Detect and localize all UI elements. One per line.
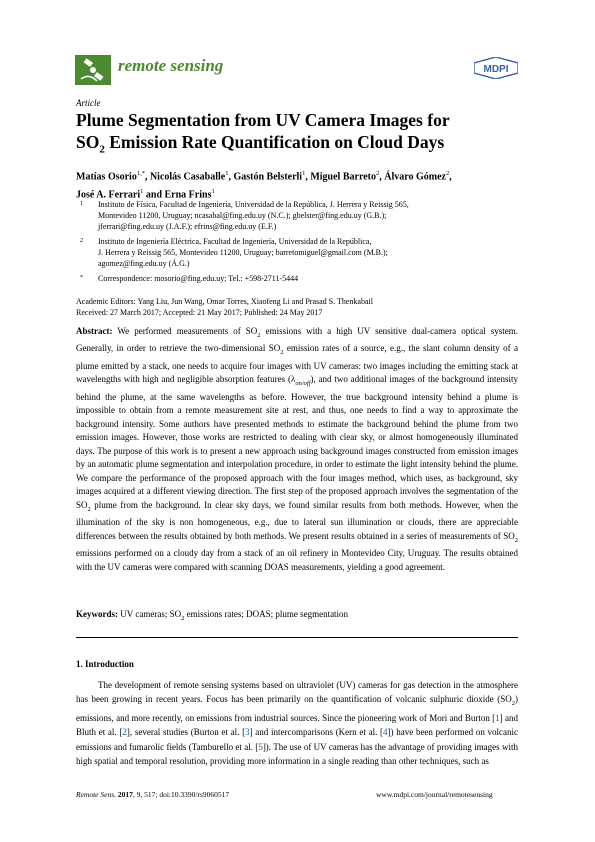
intro-text: ) emissions, and more recently, on emissions from industrial sources. Since the pioneering work of Mori and Burton [ — [76, 694, 518, 724]
affiliation-line: Instituto de Ingeniería Eléctrica, Facultad de Ingeniería, Universidad de la República, — [98, 237, 372, 246]
publication-dates: Received: 27 March 2017; Accepted: 21 May 2017; Published: 24 May 2017 — [76, 308, 323, 317]
satellite-icon — [75, 55, 111, 85]
introduction-paragraph — [76, 678, 518, 768]
correspondence — [76, 273, 526, 285]
abstract-text: We performed measurements of SO — [112, 326, 258, 336]
affiliation-2 — [76, 236, 526, 270]
affiliation-line: J. Herrera y Reissig 565, Montevideo 11200, Uruguay; barretomiguel@gmail.com (M.B.); — [98, 248, 388, 258]
intro-text: ] and Bluth et al. [ — [76, 713, 518, 738]
abstract-label: Abstract: — [76, 326, 113, 336]
citation-link[interactable]: 2 — [122, 727, 127, 738]
citation-link[interactable]: 4 — [383, 727, 388, 738]
affiliation-line: Montevideo 11200, Uruguay; ncasabal@fing.edu.uy (N.C.); gbelster@fing.edu.uy (G.B.); — [98, 211, 387, 221]
citation-link[interactable]: 3 — [245, 727, 250, 738]
affiliation-1 — [76, 199, 526, 233]
author-affiliation-mark: 1 — [225, 170, 229, 177]
abstract-text: ), and two additional images of the background intensity behind the plume, at the same wavelengths as before. However, the true background intensity behind a plume is impossible to obtain from a remote measurement site at rest, and thus, one needs to find a way to approximate the background intensity. Some authors have presented methods to estimate the background behind the plume from two emission images. However, those works are restricted to dealing with clear sky, or almost homogeneously illuminated days. The purpose of this work is to present a new approach using background images constructed from emission images by an automatic plume segmentation and interpolation procedure, in order to estimate the light intensity behind the plume. We compare the performance of the proposed approach with the four images method, which uses, as background, sky images acquired at a different viewing direction. The first step of the proposed approach involves the segmentation of the SO — [76, 374, 519, 510]
section-heading: 1. Introduction — [76, 659, 134, 669]
abstract — [76, 325, 518, 574]
correspondence-line: Correspondence: mosorio@fing.edu.uy; Tel.: +598-2711-5444 — [98, 274, 299, 283]
keywords — [76, 608, 518, 625]
affiliation-line: jferrari@fing.edu.uy (J.A.F.); efrins@fing.edu.uy (E.F.) — [98, 222, 277, 232]
intro-subscript: 2 — [511, 700, 515, 707]
citation-link[interactable]: 1 — [495, 713, 500, 724]
author-name[interactable]: , Gastón Belsterli — [228, 171, 303, 183]
section-divider — [76, 637, 518, 638]
correspondence-mark: * — [80, 275, 83, 281]
keywords-label: Keywords: — [76, 609, 118, 619]
intro-text: ] and intercomparisons (Kern et al. [ — [249, 727, 384, 738]
footer-url[interactable]: www.mdpi.com/journal/remotesensing — [376, 790, 493, 799]
intro-text: ]) have been performed on volcanic emissions and fumarolic fields (Tamburello et al. [ — [76, 727, 519, 752]
keywords-text: UV cameras; SO — [118, 609, 182, 619]
author-affiliation-mark: 1 — [211, 188, 215, 196]
abstract-text: emissions with a high UV sensitive dual-camera optical system. Generally, in order to retrieve the two-dimensional SO — [76, 326, 518, 354]
author-name[interactable]: José A. Ferrari — [76, 189, 141, 201]
article-type: Article — [76, 98, 101, 108]
keywords-text: emissions rates; DOAS; plume segmentation — [184, 609, 349, 619]
author-affiliation-mark: 1 — [140, 188, 144, 196]
author-affiliation-mark: 2 — [375, 170, 380, 177]
abstract-subscript: 2 — [280, 349, 284, 357]
mdpi-logo — [474, 57, 518, 79]
citation-link[interactable]: 5 — [258, 741, 263, 752]
abstract-text: plume from the background. In clear sky days, we found similar results from both methods. However, when the illumination of the sky is non homogeneous, e.g., due to lateral sun illumination or clouds, there are appreciable differences between the results obtained by both methods. We present results obtained in a series of measurements of SO — [76, 499, 518, 541]
author-affiliation-mark: 1,* — [136, 170, 145, 177]
abstract-subscript: 2 — [257, 331, 261, 339]
title-subscript: 2 — [99, 143, 105, 156]
footer-journal: Remote Sens. — [76, 790, 116, 799]
author-name[interactable]: Matías Osorio — [76, 171, 137, 183]
paper-title — [76, 109, 526, 161]
abstract-subscript: 2 — [514, 536, 518, 544]
author-affiliation-mark: 2 — [445, 170, 450, 177]
title-line-2-rest: Emission Rate Quantification on Cloud Days — [104, 132, 445, 152]
affiliation-number: 2 — [80, 238, 83, 244]
author-name[interactable]: , Álvaro Gómez — [379, 171, 446, 183]
article-metadata — [76, 296, 526, 318]
affiliation-line: agomez@fing.edu.uy (Á.G.) — [98, 259, 190, 269]
academic-editors: Academic Editors: Yang Liu, Jun Wang, Omar Torres, Xiaofeng Li and Prasad S. Thenkabail — [76, 297, 373, 306]
intro-text: ]). The use of UV cameras has the advantage of providing images with high spatial and temporal resolution, providing more information in a single reading than other techniques, such as — [76, 741, 518, 766]
journal-name: remote sensing — [118, 56, 224, 75]
abstract-subscript: 2 — [87, 505, 91, 513]
publisher-name: MDPI — [483, 64, 509, 75]
author-name[interactable]: , Nicolás Casaballe — [144, 171, 226, 183]
abstract-text: emissions performed on a cloudy day from a stack of an oil refinery in Montevideo City, Uruguay. The results obtained with the UV cameras were compared with scanning DOAS measurements, yielding a good agreement. — [76, 548, 518, 572]
affiliation-number: 1 — [80, 201, 83, 207]
keywords-subscript: 2 — [181, 614, 185, 622]
footer-citation — [76, 790, 229, 799]
affiliation-line: Instituto de Física, Facultad de Ingeniería, Universidad de la República, J. Herrera y Reissig 565, — [98, 200, 409, 209]
abstract-subscript: on/off — [295, 380, 311, 388]
title-line-1: Plume Segmentation from UV Camera Images for — [76, 110, 450, 130]
abstract-text: emission rates of a source, e.g., the slant column density of a plume emitted by a stack, one needs to acquire four images with UV cameras: two images including the emitting stack at wavelengths with high and negligible absorption features (λ — [76, 343, 518, 385]
footer-doi: , 9, 517; doi:10.3390/rs9060517 — [132, 790, 230, 799]
intro-text: ], several studies (Burton et al. [ — [126, 727, 246, 738]
author-affiliation-mark: 1 — [302, 170, 306, 177]
intro-text: The development of remote sensing systems based on ultraviolet (UV) cameras for gas detection in the atmosphere has been growing in recent years. Focus has been primarily on the quantification of volcanic sulphuric dioxide (SO — [76, 680, 518, 705]
author-list: Matías Osorio$^{1,*}$, Nicolás Casaballe$^1$, Gastón Belsterli$^1$, Miguel Barreto$^2$, Álvaro Gómez$^2$, José A. Ferrari$^1$ and Erna Frins$^1$ — [76, 170, 452, 201]
author-name[interactable]: and Erna Frins — [143, 189, 212, 201]
footer-year: 2017 — [117, 790, 133, 799]
journal-logo — [75, 55, 111, 85]
author-name[interactable]: , Miguel Barreto — [305, 171, 376, 183]
title-line-2-part: SO — [76, 132, 100, 152]
